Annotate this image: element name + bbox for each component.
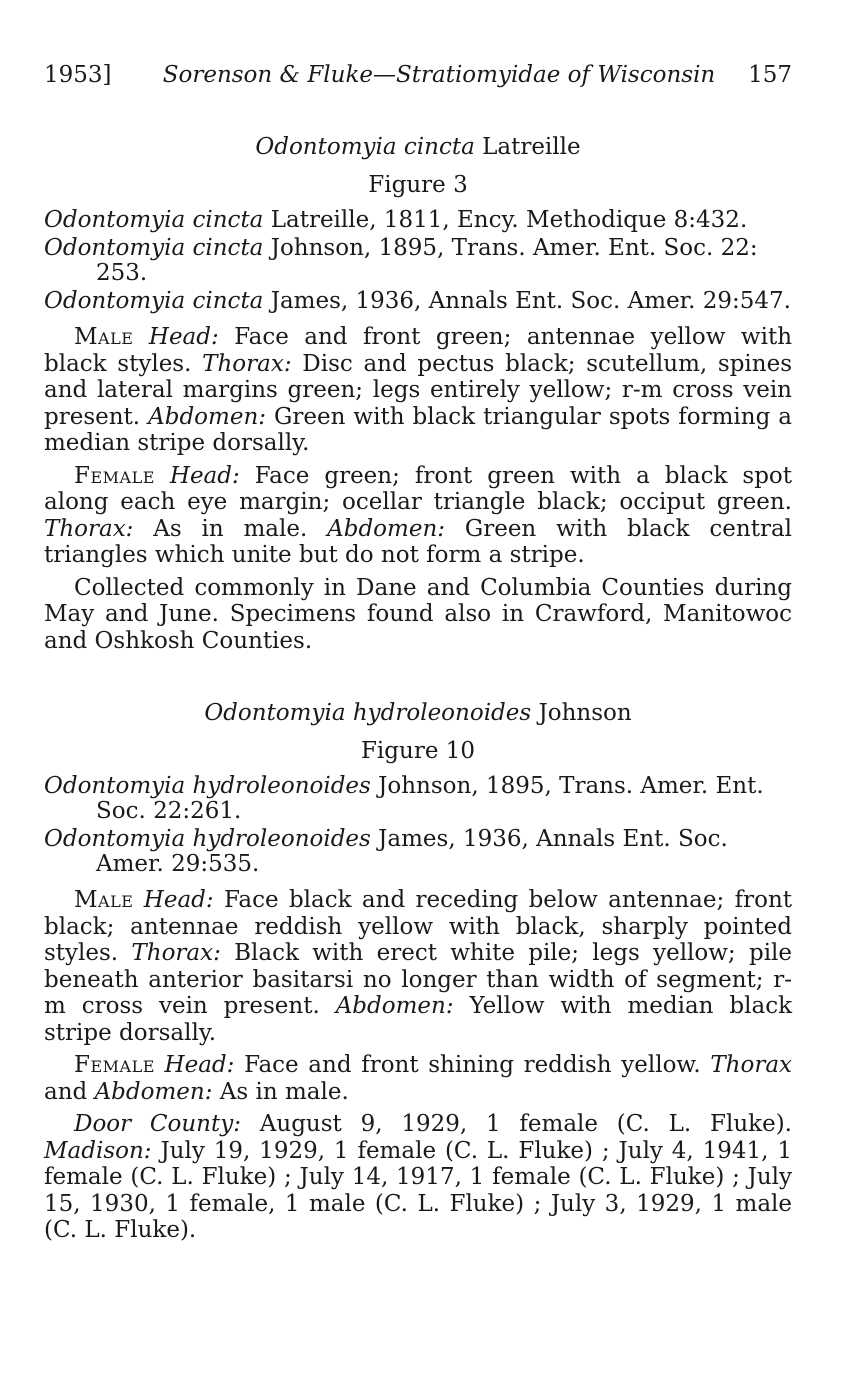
distribution-paragraph: Collected commonly in Dane and Columbia Counties during May and June. Specimens found also in Crawford, Manitowoc and Oshkosh Counties. bbox=[44, 574, 792, 654]
page bbox=[44, 62, 792, 1250]
abdomen-label: Abdomen: bbox=[327, 515, 446, 542]
head-text: Face green; front green with a black spot along each eye margin; ocellar triangle black; occiput green. bbox=[44, 462, 793, 515]
thorax-label: Thorax bbox=[710, 1052, 793, 1078]
taxon-name: Odontomyia cincta bbox=[44, 288, 264, 314]
citation: Johnson, 1895, Trans. Amer. Ent. Soc. 22: 253. bbox=[96, 235, 758, 286]
synonymy-entry bbox=[44, 236, 792, 286]
thorax-text: Disc and pectus black; scutellum, spines and lateral margins green; legs entirely yellow; r-m cross vein present. bbox=[44, 350, 793, 430]
locality-door-county: Door County: bbox=[74, 1111, 241, 1137]
locality-madison: Madison: bbox=[44, 1137, 152, 1164]
species-name: hydroleonoides bbox=[352, 700, 532, 726]
volume-year: 1953] bbox=[44, 62, 112, 88]
species-section-hydroleonoides bbox=[44, 698, 792, 1244]
species-name: cincta bbox=[403, 134, 475, 160]
citation: James, 1936, Annals Ent. Soc. Amer. 29:547. bbox=[270, 288, 791, 314]
synonymy-entry bbox=[44, 774, 792, 824]
sex-label: Female bbox=[74, 1052, 155, 1078]
sex-label: Male bbox=[74, 887, 134, 913]
and-text: and bbox=[44, 1078, 88, 1105]
taxon-name: Odontomyia hydroleonoides bbox=[44, 773, 371, 799]
citation: Johnson, 1895, Trans. Amer. Ent. Soc. 22:261. bbox=[96, 773, 764, 824]
thorax-text: Black with erect white pile; legs yellow; pile beneath anterior basitarsi no longer than width of segment; r-m cross vein present. bbox=[44, 940, 793, 1019]
thorax-label: Thorax: bbox=[202, 350, 292, 377]
abdomen-text: Green with black central triangles which unite but do not form a stripe. bbox=[44, 515, 793, 568]
head-text: Face black and receding below antennae; front black; antennae reddish yellow with black, sharply pointed styles. bbox=[44, 887, 792, 966]
species-author: Johnson bbox=[538, 700, 632, 726]
female-description bbox=[44, 463, 792, 569]
abdomen-label: Abdomen: bbox=[148, 403, 267, 430]
thorax-label: Thorax: bbox=[44, 515, 134, 542]
female-description bbox=[44, 1052, 792, 1105]
male-description bbox=[44, 324, 792, 457]
taxon-name: Odontomyia cincta bbox=[44, 207, 264, 233]
citation: James, 1936, Annals Ent. Soc. Amer. 29:535. bbox=[96, 826, 728, 877]
figure-reference: Figure 3 bbox=[368, 172, 468, 198]
species-heading bbox=[44, 132, 792, 162]
synonymy-entry bbox=[44, 289, 792, 314]
abdomen-text: Green with black triangular spots forming a median stripe dorsally. bbox=[44, 403, 793, 456]
records-madison: July 19, 1929, 1 female (C. L. Fluke) ; July 4, 1941, 1 female (C. L. Fluke) ; July 14, 1917, 1 female (C. L. Fluke) ; July 15, 1930, 1 female, 1 male (C. L. Fluke) ; July 3, 1929, 1 male (C. L. Fluke). bbox=[44, 1137, 792, 1243]
running-title: Sorenson & Fluke—Stratiomyidae of Wisconsin bbox=[162, 62, 716, 88]
figure-reference: Figure 10 bbox=[360, 738, 476, 764]
page-number: 157 bbox=[748, 62, 792, 88]
head-label: Head: bbox=[143, 887, 214, 913]
taxon-name: Odontomyia hydroleonoides bbox=[44, 826, 371, 852]
thorax-label: Thorax: bbox=[131, 940, 221, 966]
abdomen-label: Abdomen: bbox=[94, 1078, 213, 1105]
synonymy-entry bbox=[44, 208, 792, 233]
species-heading bbox=[44, 698, 792, 728]
thorax-text: As in male. bbox=[153, 515, 308, 542]
head-label: Head: bbox=[169, 462, 240, 489]
section-spacer bbox=[44, 660, 792, 698]
abdomen-text: Yellow with median black stripe dorsally. bbox=[44, 993, 793, 1046]
abdomen-label: Abdomen: bbox=[335, 993, 454, 1019]
head-text: Face and front green; antennae yellow with black styles. bbox=[44, 324, 793, 377]
abdomen-text: As in male. bbox=[219, 1078, 349, 1105]
citation: Latreille, 1811, Ency. Methodique 8:432. bbox=[270, 207, 748, 233]
sex-label: Male bbox=[74, 324, 134, 350]
head-text: Face and front shining reddish yellow. bbox=[244, 1052, 701, 1078]
head-label: Head: bbox=[148, 324, 219, 350]
synonymy-list bbox=[44, 774, 792, 877]
synonymy-entry bbox=[44, 827, 792, 877]
genus-name: Odontomyia bbox=[255, 134, 397, 160]
taxon-name: Odontomyia cincta bbox=[44, 235, 264, 261]
records-door-county: August 9, 1929, 1 female (C. L. Fluke). bbox=[259, 1111, 792, 1137]
species-section-cincta bbox=[44, 132, 792, 654]
genus-name: Odontomyia bbox=[204, 700, 346, 726]
species-author: Latreille bbox=[482, 134, 581, 160]
records-paragraph bbox=[44, 1111, 792, 1244]
sex-label: Female bbox=[74, 462, 155, 489]
running-header bbox=[44, 62, 792, 88]
synonymy-list bbox=[44, 208, 792, 314]
male-description bbox=[44, 887, 792, 1046]
head-label: Head: bbox=[164, 1052, 235, 1078]
